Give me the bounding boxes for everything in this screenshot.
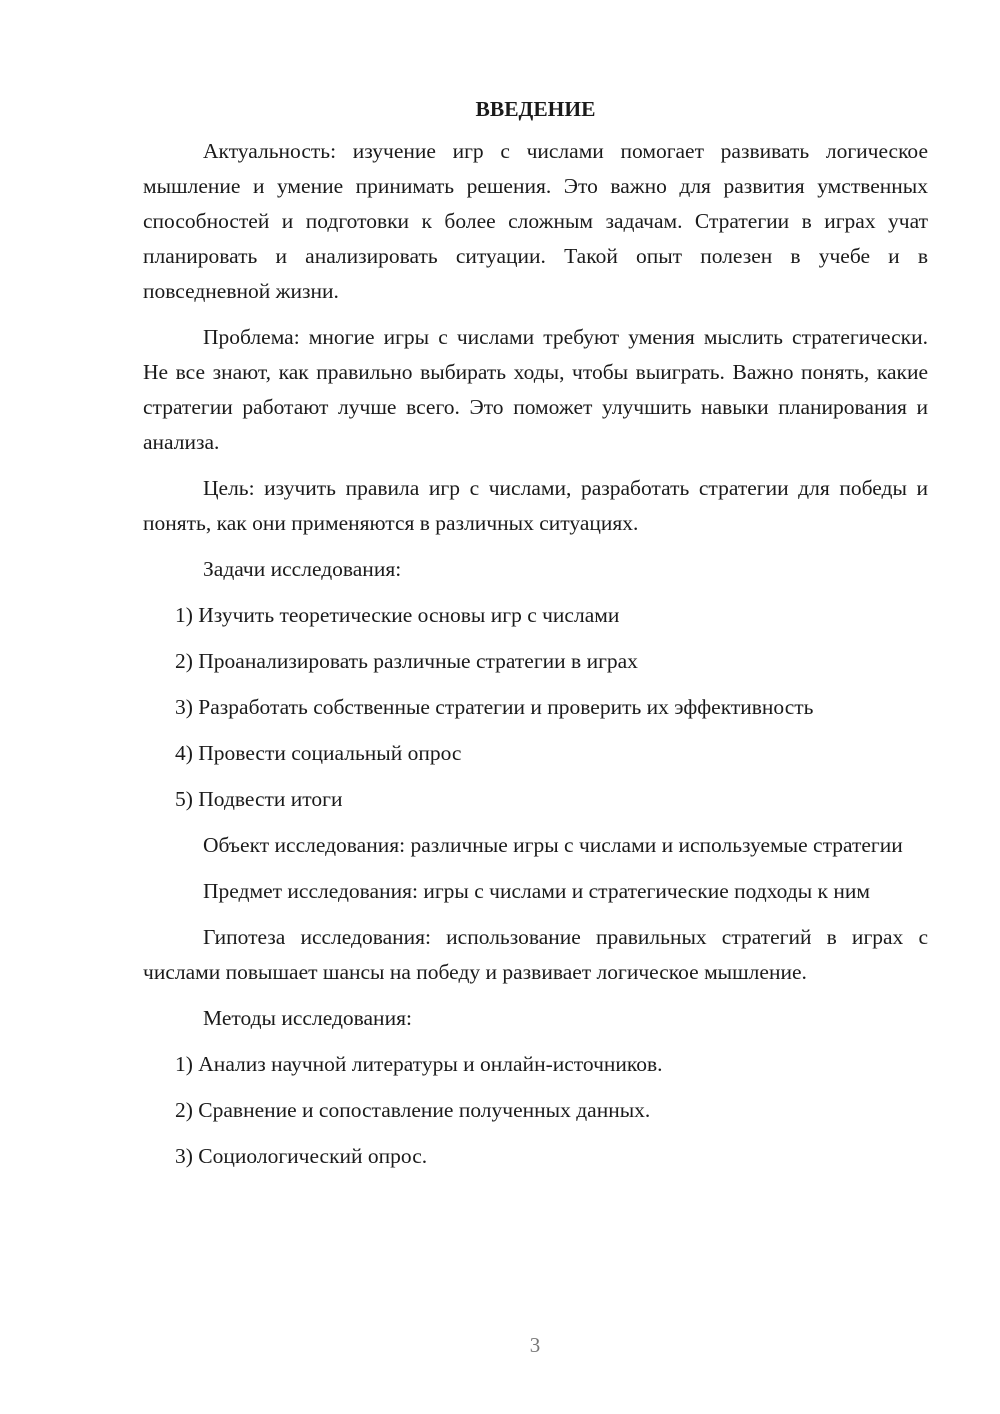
task-item: 2) Проанализировать различные стратегии в играх <box>175 649 638 673</box>
task-item: 3) Разработать собственные стратегии и проверить их эффективность <box>175 695 814 719</box>
hypothesis-paragraph: Гипотеза исследования: использование правильных стратегий в играх с числами повышает шансы на победу и развивает логическое мышление. <box>143 925 928 984</box>
goal-paragraph: Цель: изучить правила игр с числами, разработать стратегии для победы и понять, как они применяются в различных ситуациях. <box>143 476 928 535</box>
method-item: 2) Сравнение и сопоставление полученных данных. <box>175 1098 651 1122</box>
object-paragraph: Объект исследования: различные игры с числами и используемые стратегии <box>203 833 903 857</box>
method-item: 1) Анализ научной литературы и онлайн-источников. <box>175 1052 663 1076</box>
task-item: 5) Подвести итоги <box>175 787 343 811</box>
tasks-title: Задачи исследования: <box>203 557 402 581</box>
methods-title: Методы исследования: <box>203 1006 412 1030</box>
problem-paragraph: Проблема: многие игры с числами требуют умения мыслить стратегически. Не все знают, как правильно выбирать ходы, чтобы выиграть. Важно понять, какие стратегии работают лучше всего. Это поможет улучшить навыки планирования и анализа. <box>143 325 928 454</box>
relevance-paragraph: Актуальность: изучение игр с числами помогает развивать логическое мышление и умение принимать решения. Это важно для развития умственных способностей и подготовки к более сложным задачам. Стратегии в играх учат планировать и анализировать ситуации. Такой опыт полезен в учебе и в повседневной жизни. <box>143 139 928 303</box>
subject-paragraph: Предмет исследования: игры с числами и стратегические подходы к ним <box>203 879 870 903</box>
document-page <box>143 92 928 1185</box>
task-item: 1) Изучить теоретические основы игр с числами <box>175 603 620 627</box>
task-item: 4) Провести социальный опрос <box>175 741 462 765</box>
method-item: 3) Социологический опрос. <box>175 1144 428 1168</box>
page-number: 3 <box>529 1333 541 1357</box>
section-heading: ВВЕДЕНИЕ <box>475 97 596 121</box>
